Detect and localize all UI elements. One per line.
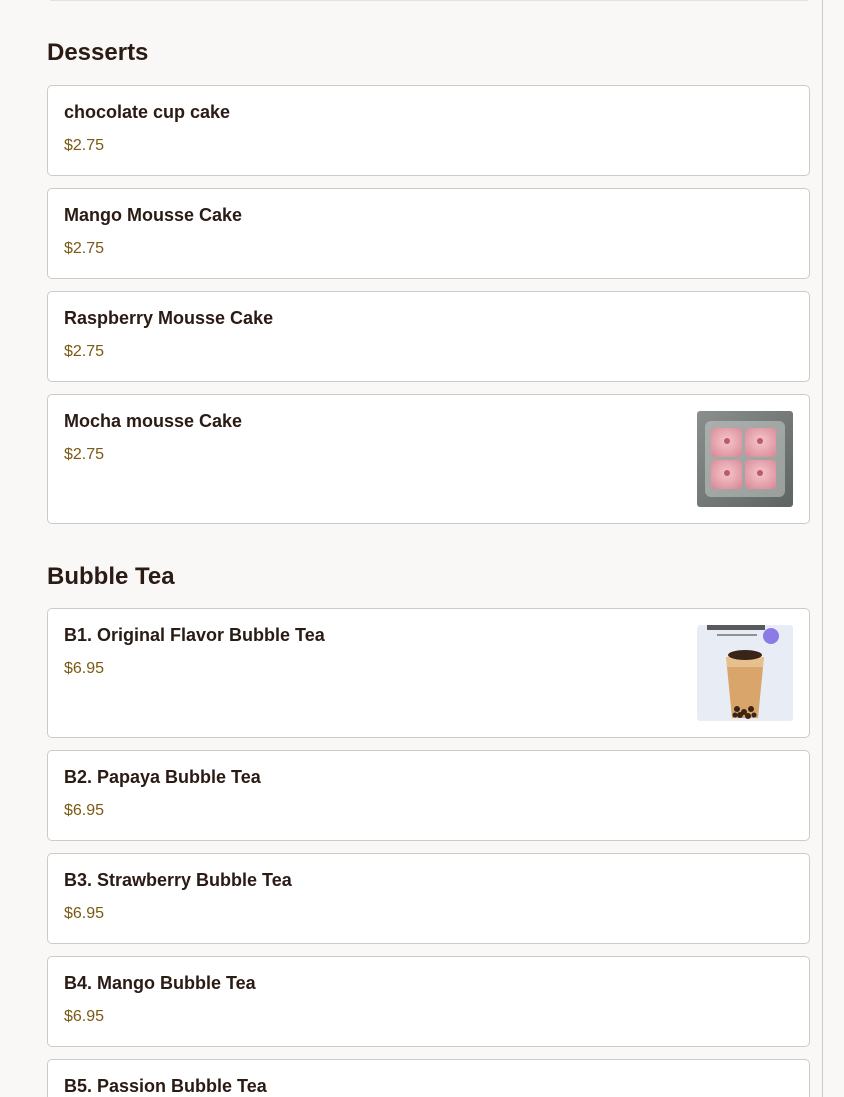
menu-item-chocolate-cup-cake[interactable]: [47, 85, 810, 176]
menu-item-mocha-mousse-cake[interactable]: [47, 394, 810, 524]
item-price: $6.95: [64, 1008, 105, 1025]
menu-item-raspberry-mousse-cake[interactable]: [47, 291, 810, 382]
item-price: $6.95: [64, 802, 105, 819]
item-name: Raspberry Mousse Cake: [64, 308, 274, 328]
item-price: $2.75: [64, 446, 105, 463]
item-name: chocolate cup cake: [64, 102, 231, 122]
item-name: B3. Strawberry Bubble Tea: [64, 870, 292, 890]
item-name: B5. Passion Bubble Tea: [64, 1076, 267, 1096]
item-name: B4. Mango Bubble Tea: [64, 973, 256, 993]
bubble-tea-photo: [697, 625, 793, 721]
item-price: $6.95: [64, 905, 105, 922]
item-price: $6.95: [64, 660, 105, 677]
item-price: $2.75: [64, 137, 105, 154]
item-name: B1. Original Flavor Bubble Tea: [64, 625, 325, 645]
item-name: Mocha mousse Cake: [64, 411, 243, 431]
section-title-desserts: Desserts: [47, 39, 149, 66]
item-name: B2. Papaya Bubble Tea: [64, 767, 261, 787]
mousse-cake-photo: [697, 411, 793, 507]
item-price: $2.75: [64, 343, 105, 360]
top-divider: [50, 0, 808, 1]
item-name: Mango Mousse Cake: [64, 205, 243, 225]
menu-item-b5-passion-bubble-tea[interactable]: [47, 1059, 810, 1097]
item-price: $2.75: [64, 240, 105, 257]
menu-item-b2-papaya-bubble-tea[interactable]: [47, 750, 810, 841]
section-title-bubble-tea: Bubble Tea: [47, 563, 175, 590]
menu-item-mango-mousse-cake[interactable]: [47, 188, 810, 279]
right-edge-divider: [822, 0, 823, 1097]
menu-item-b1-original-flavor-bubble-tea[interactable]: [47, 608, 810, 738]
menu-item-b4-mango-bubble-tea[interactable]: [47, 956, 810, 1047]
menu-item-b3-strawberry-bubble-tea[interactable]: [47, 853, 810, 944]
